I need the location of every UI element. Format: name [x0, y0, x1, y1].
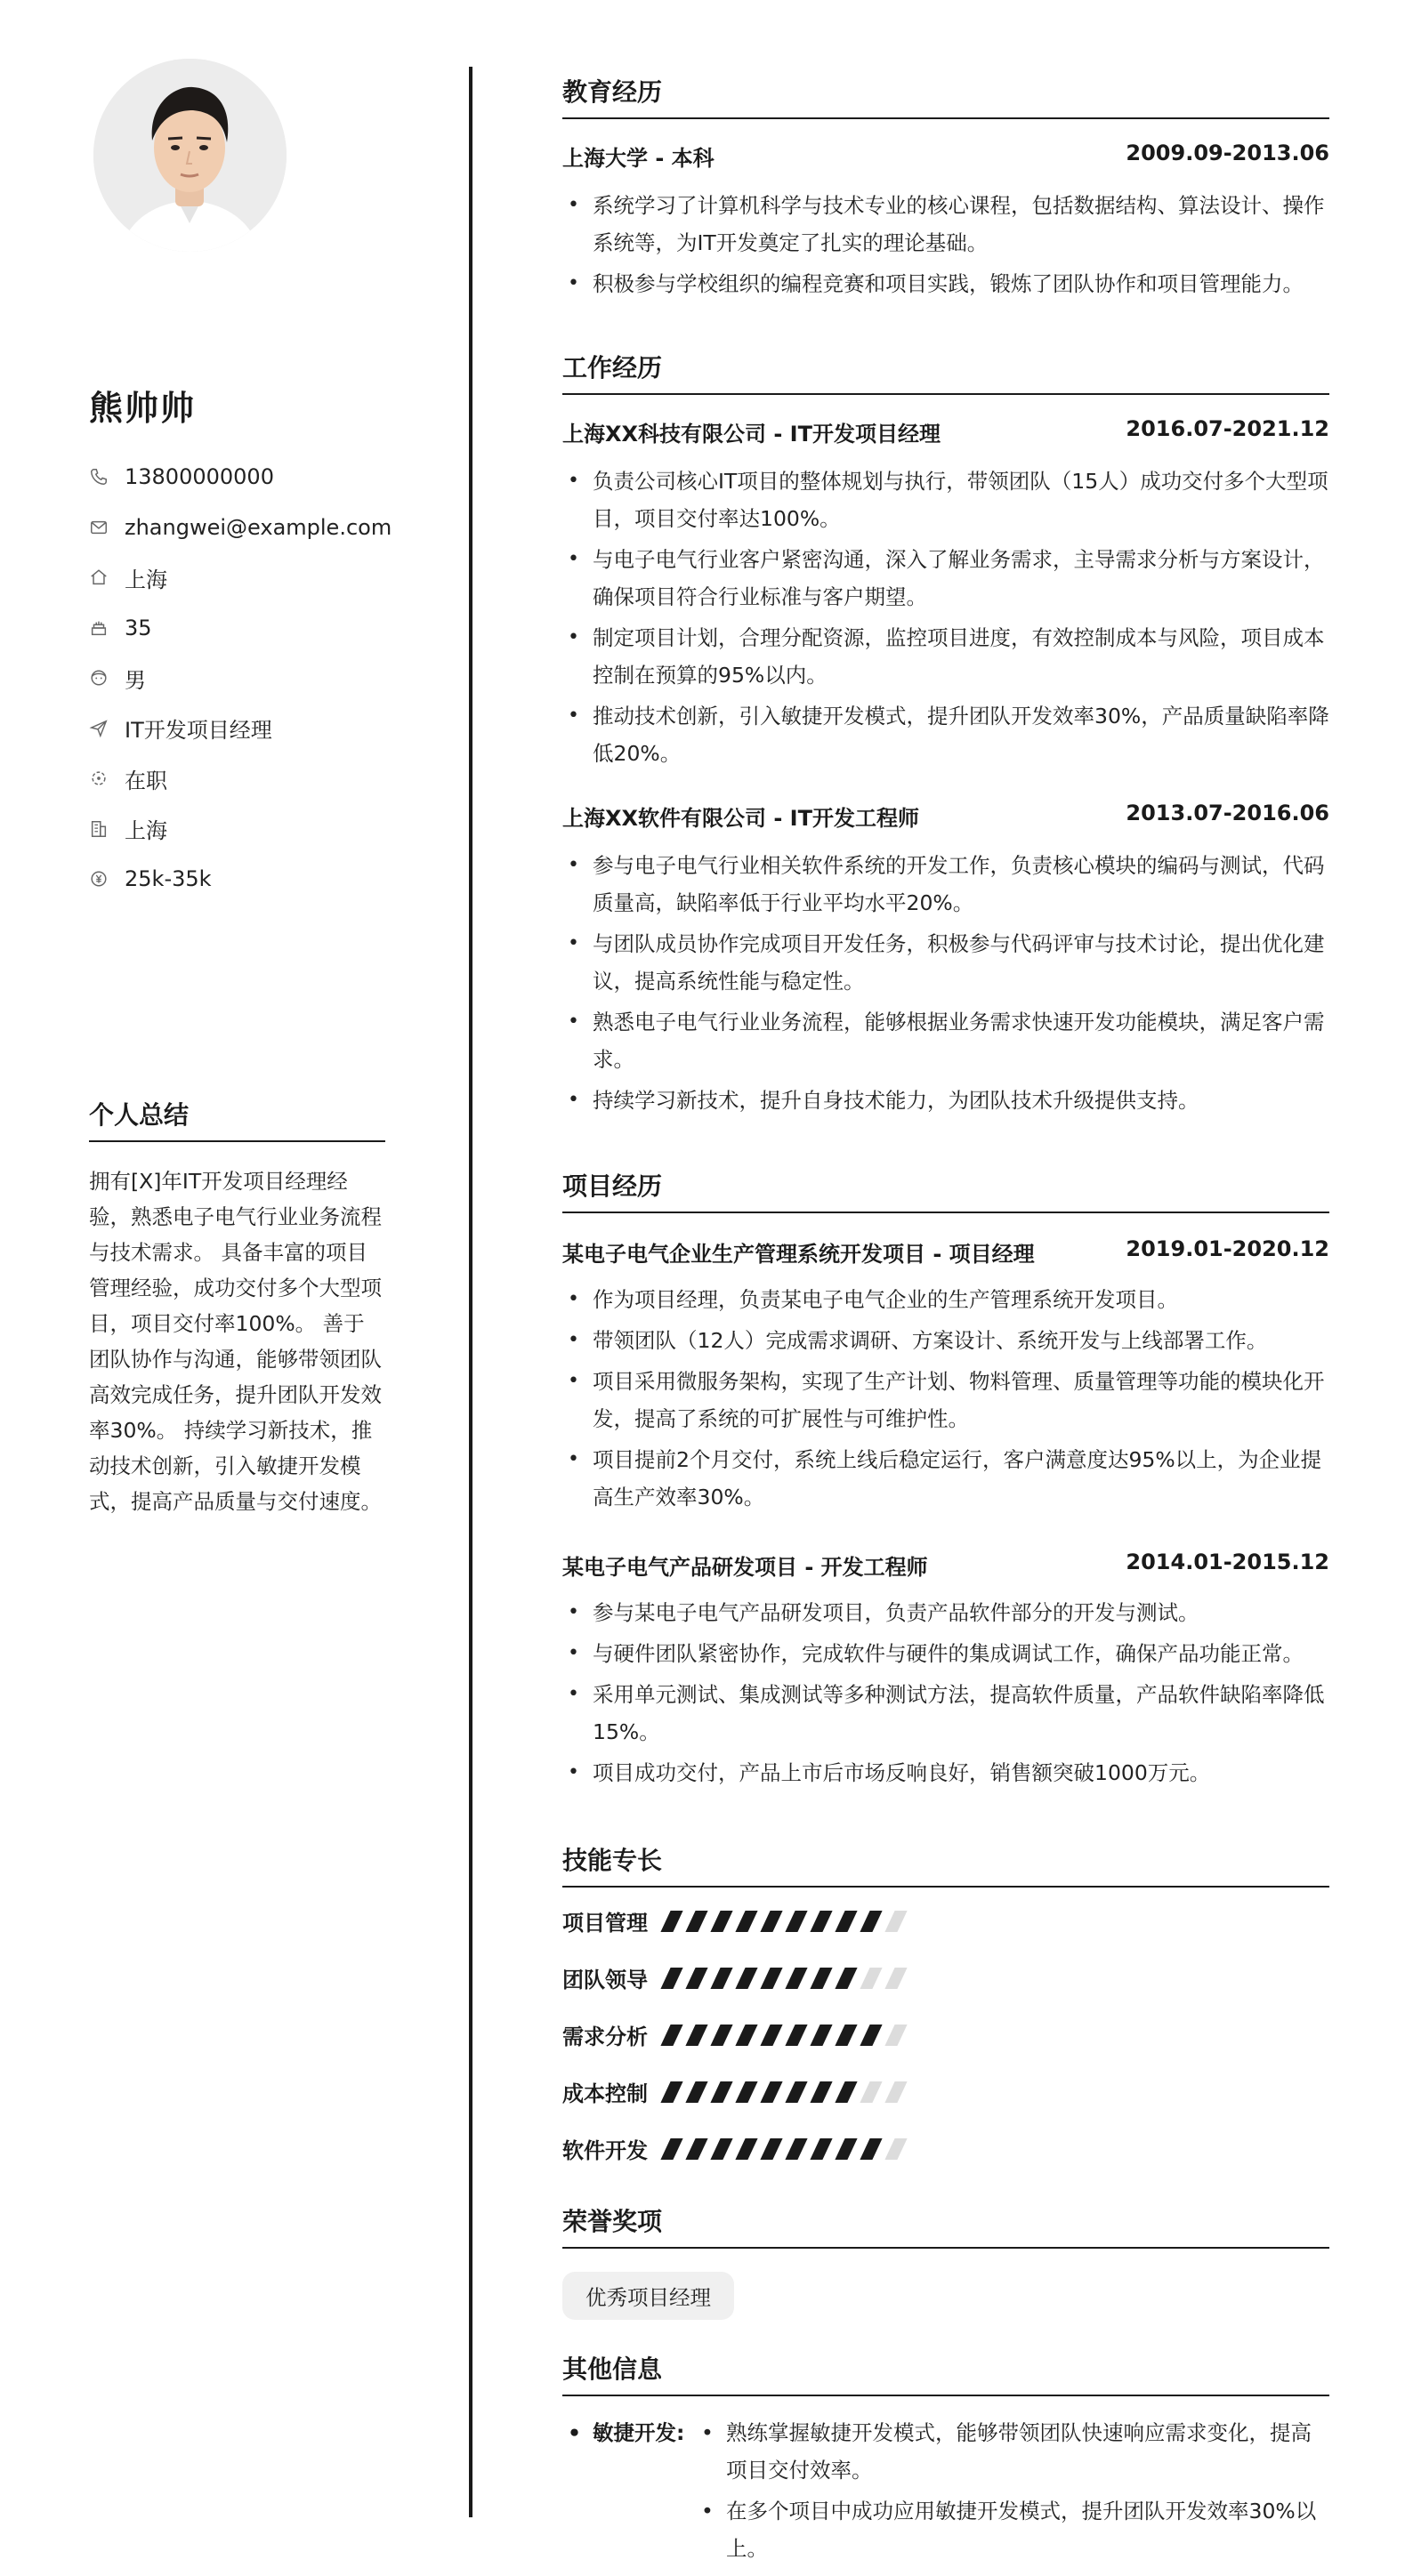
job-1-bullets: [562, 463, 1329, 776]
status-icon: [89, 769, 109, 788]
skill-level-bar: [666, 2081, 915, 2103]
info-email: [89, 503, 463, 553]
skill-segment: [810, 2081, 832, 2103]
list-item: • 参与某电子电气产品研发项目，负责产品软件部分的开发与测试。: [562, 1594, 1329, 1631]
money-icon: [89, 869, 109, 889]
skill-segment: [860, 1911, 882, 1932]
info-gender: [89, 653, 463, 704]
gender-value: 男: [125, 667, 146, 693]
skill-segment: [810, 2138, 832, 2160]
info-age: [89, 603, 463, 654]
skill-segment: [860, 2081, 882, 2103]
list-item: • 制定项目计划，合理分配资源，监控项目进度，有效控制成本与风险，项目成本控制在预算的95%以内。: [562, 619, 1329, 694]
sidebar: [0, 0, 472, 2576]
job-1-period: 2016.07-2021.12: [1126, 416, 1329, 441]
skill-segment: [884, 2025, 907, 2046]
skill-label: 团队领导: [562, 1968, 648, 1992]
skill-segment: [810, 1911, 832, 1932]
list-item: • 积极参与学校组织的编程竞赛和项目实践，锻炼了团队协作和项目管理能力。: [562, 265, 1329, 302]
skill-row: [562, 2019, 915, 2050]
info-phone: [89, 452, 463, 503]
phone-value: 13800000000: [125, 464, 274, 490]
work-title: 工作经历: [562, 349, 1329, 395]
education-period: 2009.09-2013.06: [1126, 141, 1329, 165]
skill-segment: [860, 1968, 882, 1989]
skill-segment: [710, 2138, 732, 2160]
project-2-bullets: [562, 1594, 1329, 1795]
skill-segment: [760, 1968, 782, 1989]
skill-segment: [735, 1911, 757, 1932]
projects-title: 项目经历: [562, 1167, 1329, 1213]
list-item: • 熟练掌握敏捷开发模式，能够带领团队快速响应需求变化，提高项目交付效率。: [696, 2414, 1329, 2489]
skill-row: [562, 2076, 915, 2107]
skill-level-bar: [666, 1911, 915, 1932]
city-value: 上海: [125, 567, 167, 592]
position-value: IT开发项目经理: [125, 718, 272, 744]
info-position: [89, 704, 463, 754]
honor-badge: 优秀项目经理: [562, 2272, 734, 2320]
list-item: • 采用单元测试、集成测试等多种测试方法，提高软件质量，产品软件缺陷率降低15%。: [562, 1676, 1329, 1751]
skill-segment: [735, 2138, 757, 2160]
project-1-head: [562, 1236, 1329, 1268]
skill-label: 需求分析: [562, 2025, 648, 2049]
skill-segment: [785, 2025, 807, 2046]
skill-row: [562, 1962, 915, 1993]
education-title: 教育经历: [562, 73, 1329, 119]
skill-segment: [785, 2081, 807, 2103]
skill-segment: [685, 2025, 707, 2046]
summary-text: 拥有[X]年IT开发项目经理经验，熟悉电子电气行业业务流程与技术需求。 具备丰富的项目管理经验，成功交付多个大型项目，项目交付率100%。 善于团队协作与沟通，能够带领团队高效完成任务，提升团队开发效率30%。 持续学习新技术，推动技术创新，引入敏捷开发模式，提高产品质量与交付速度。: [89, 1169, 382, 1514]
skill-segment: [685, 2081, 707, 2103]
skill-segment: [835, 2138, 857, 2160]
list-item: • 负责公司核心IT项目的整体规划与执行，带领团队（15人）成功交付多个大型项目，项目交付率达100%。: [562, 463, 1329, 537]
avatar-portrait: [93, 59, 287, 252]
job-2-period: 2013.07-2016.06: [1126, 801, 1329, 825]
salary-value: 25k-35k: [125, 866, 212, 892]
skill-segment: [884, 2138, 907, 2160]
skill-segment: [735, 2025, 757, 2046]
job-2-company: 上海XX软件有限公司 - IT开发工程师: [562, 806, 919, 831]
list-item: • 持续学习新技术，提升自身技术能力，为团队技术升级提供支持。: [562, 1082, 1329, 1119]
skill-segment: [685, 2138, 707, 2160]
project-2-head: [562, 1550, 1329, 1581]
skill-segment: [760, 2138, 782, 2160]
list-item: • 项目提前2个月交付，系统上线后稳定运行，客户满意度达95%以上，为企业提高生产效率30%。: [562, 1441, 1329, 1516]
skill-segment: [710, 1911, 732, 1932]
project-1-period: 2019.01-2020.12: [1126, 1236, 1329, 1261]
list-item: • 参与电子电气行业相关软件系统的开发工作，负责核心模块的编码与测试，代码质量高，缺陷率低于行业平均水平20%。: [562, 847, 1329, 922]
skill-segment: [835, 2025, 857, 2046]
skill-segment: [835, 2081, 857, 2103]
skill-segment: [785, 1911, 807, 1932]
list-item: • 系统学习了计算机科学与技术专业的核心课程，包括数据结构、算法设计、操作系统等，为IT开发奠定了扎实的理论基础。: [562, 187, 1329, 262]
info-work-city: [89, 804, 463, 855]
other-key: • 敏捷开发:: [562, 2414, 696, 2571]
skill-segment: [884, 2081, 907, 2103]
list-item: • 项目采用微服务架构，实现了生产计划、物料管理、质量管理等功能的模块化开发，提高了系统的可扩展性与可维护性。: [562, 1363, 1329, 1437]
education-entry-head: [562, 141, 1329, 172]
skill-label: 成本控制: [562, 2081, 648, 2106]
skill-segment: [785, 2138, 807, 2160]
other-info-row: [562, 2414, 1329, 2571]
project-1-bullets: [562, 1281, 1329, 1519]
skill-level-bar: [666, 2138, 915, 2160]
skill-segment: [860, 2025, 882, 2046]
person-name: 熊帅帅: [89, 389, 197, 428]
info-city: [89, 552, 463, 603]
project-1-name: 某电子电气企业生产管理系统开发项目 - 项目经理: [562, 1242, 1035, 1267]
list-item: • 带领团队（12人）完成需求调研、方案设计、系统开发与上线部署工作。: [562, 1322, 1329, 1359]
skill-segment: [810, 1968, 832, 1989]
skill-segment: [760, 2081, 782, 2103]
list-item: • 熟悉电子电气行业业务流程，能够根据业务需求快速开发功能模块，满足客户需求。: [562, 1003, 1329, 1078]
mail-icon: [89, 518, 109, 537]
skills-title: 技能专长: [562, 1841, 1329, 1888]
face-icon: [89, 668, 109, 688]
project-2-period: 2014.01-2015.12: [1126, 1550, 1329, 1574]
job-2-head: [562, 801, 1329, 832]
avatar: [93, 59, 287, 252]
skill-segment: [735, 1968, 757, 1989]
skill-row: [562, 2133, 915, 2164]
skill-segment: [710, 2081, 732, 2103]
education-school: 上海大学 - 本科: [562, 146, 715, 171]
skill-segment: [710, 1968, 732, 1989]
age-value: 35: [125, 615, 152, 640]
email-value: zhangwei@example.com: [125, 514, 392, 540]
skill-segment: [860, 2138, 882, 2160]
education-bullets: [562, 187, 1329, 306]
info-salary: [89, 854, 463, 905]
skill-segment: [835, 1911, 857, 1932]
contact-info: [89, 452, 463, 905]
phone-icon: [89, 467, 109, 487]
other-title: 其他信息: [562, 2350, 1329, 2396]
skill-level-bar: [666, 2025, 915, 2046]
skill-segment: [685, 1911, 707, 1932]
send-icon: [89, 719, 109, 738]
list-item: • 在多个项目中成功应用敏捷开发模式，提升团队开发效率30%以上。: [696, 2492, 1329, 2567]
list-item: • 与团队成员协作完成项目开发任务，积极参与代码评审与技术讨论，提出优化建议，提高系统性能与稳定性。: [562, 925, 1329, 1000]
skill-segment: [760, 2025, 782, 2046]
job-2-bullets: [562, 847, 1329, 1123]
list-item: • 项目成功交付，产品上市后市场反响良好，销售额突破1000万元。: [562, 1754, 1329, 1791]
skill-level-bar: [666, 1968, 915, 1989]
skill-segment: [884, 1911, 907, 1932]
skill-segment: [685, 1968, 707, 1989]
skill-segment: [785, 1968, 807, 1989]
job-1-head: [562, 416, 1329, 447]
list-item: • 与硬件团队紧密协作，完成软件与硬件的集成调试工作，确保产品功能正常。: [562, 1635, 1329, 1672]
list-item: • 作为项目经理，负责某电子电气企业的生产管理系统开发项目。: [562, 1281, 1329, 1318]
skill-segment: [810, 2025, 832, 2046]
skill-segment: [884, 1968, 907, 1989]
column-divider: [469, 67, 472, 2517]
skill-segment: [710, 2025, 732, 2046]
info-status: [89, 753, 463, 804]
home-icon: [89, 568, 109, 587]
work-city-value: 上海: [125, 818, 167, 844]
skill-label: 软件开发: [562, 2138, 648, 2163]
summary-title: 个人总结: [89, 1096, 385, 1142]
cake-icon: [89, 618, 109, 638]
status-value: 在职: [125, 768, 167, 793]
skill-label: 项目管理: [562, 1911, 648, 1936]
list-item: • 与电子电气行业客户紧密沟通，深入了解业务需求，主导需求分析与方案设计，确保项目符合行业标准与客户期望。: [562, 541, 1329, 616]
skill-segment: [760, 1911, 782, 1932]
skill-segment: [835, 1968, 857, 1989]
project-2-name: 某电子电气产品研发项目 - 开发工程师: [562, 1555, 928, 1580]
other-bullets: [696, 2414, 1329, 2571]
list-item: • 推动技术创新，引入敏捷开发模式，提升团队开发效率30%，产品质量缺陷率降低20%。: [562, 697, 1329, 772]
skill-segment: [735, 2081, 757, 2103]
job-1-company: 上海XX科技有限公司 - IT开发项目经理: [562, 422, 941, 447]
building-icon: [89, 819, 109, 839]
skill-row: [562, 1905, 915, 1936]
honors-title: 荣誉奖项: [562, 2202, 1329, 2249]
